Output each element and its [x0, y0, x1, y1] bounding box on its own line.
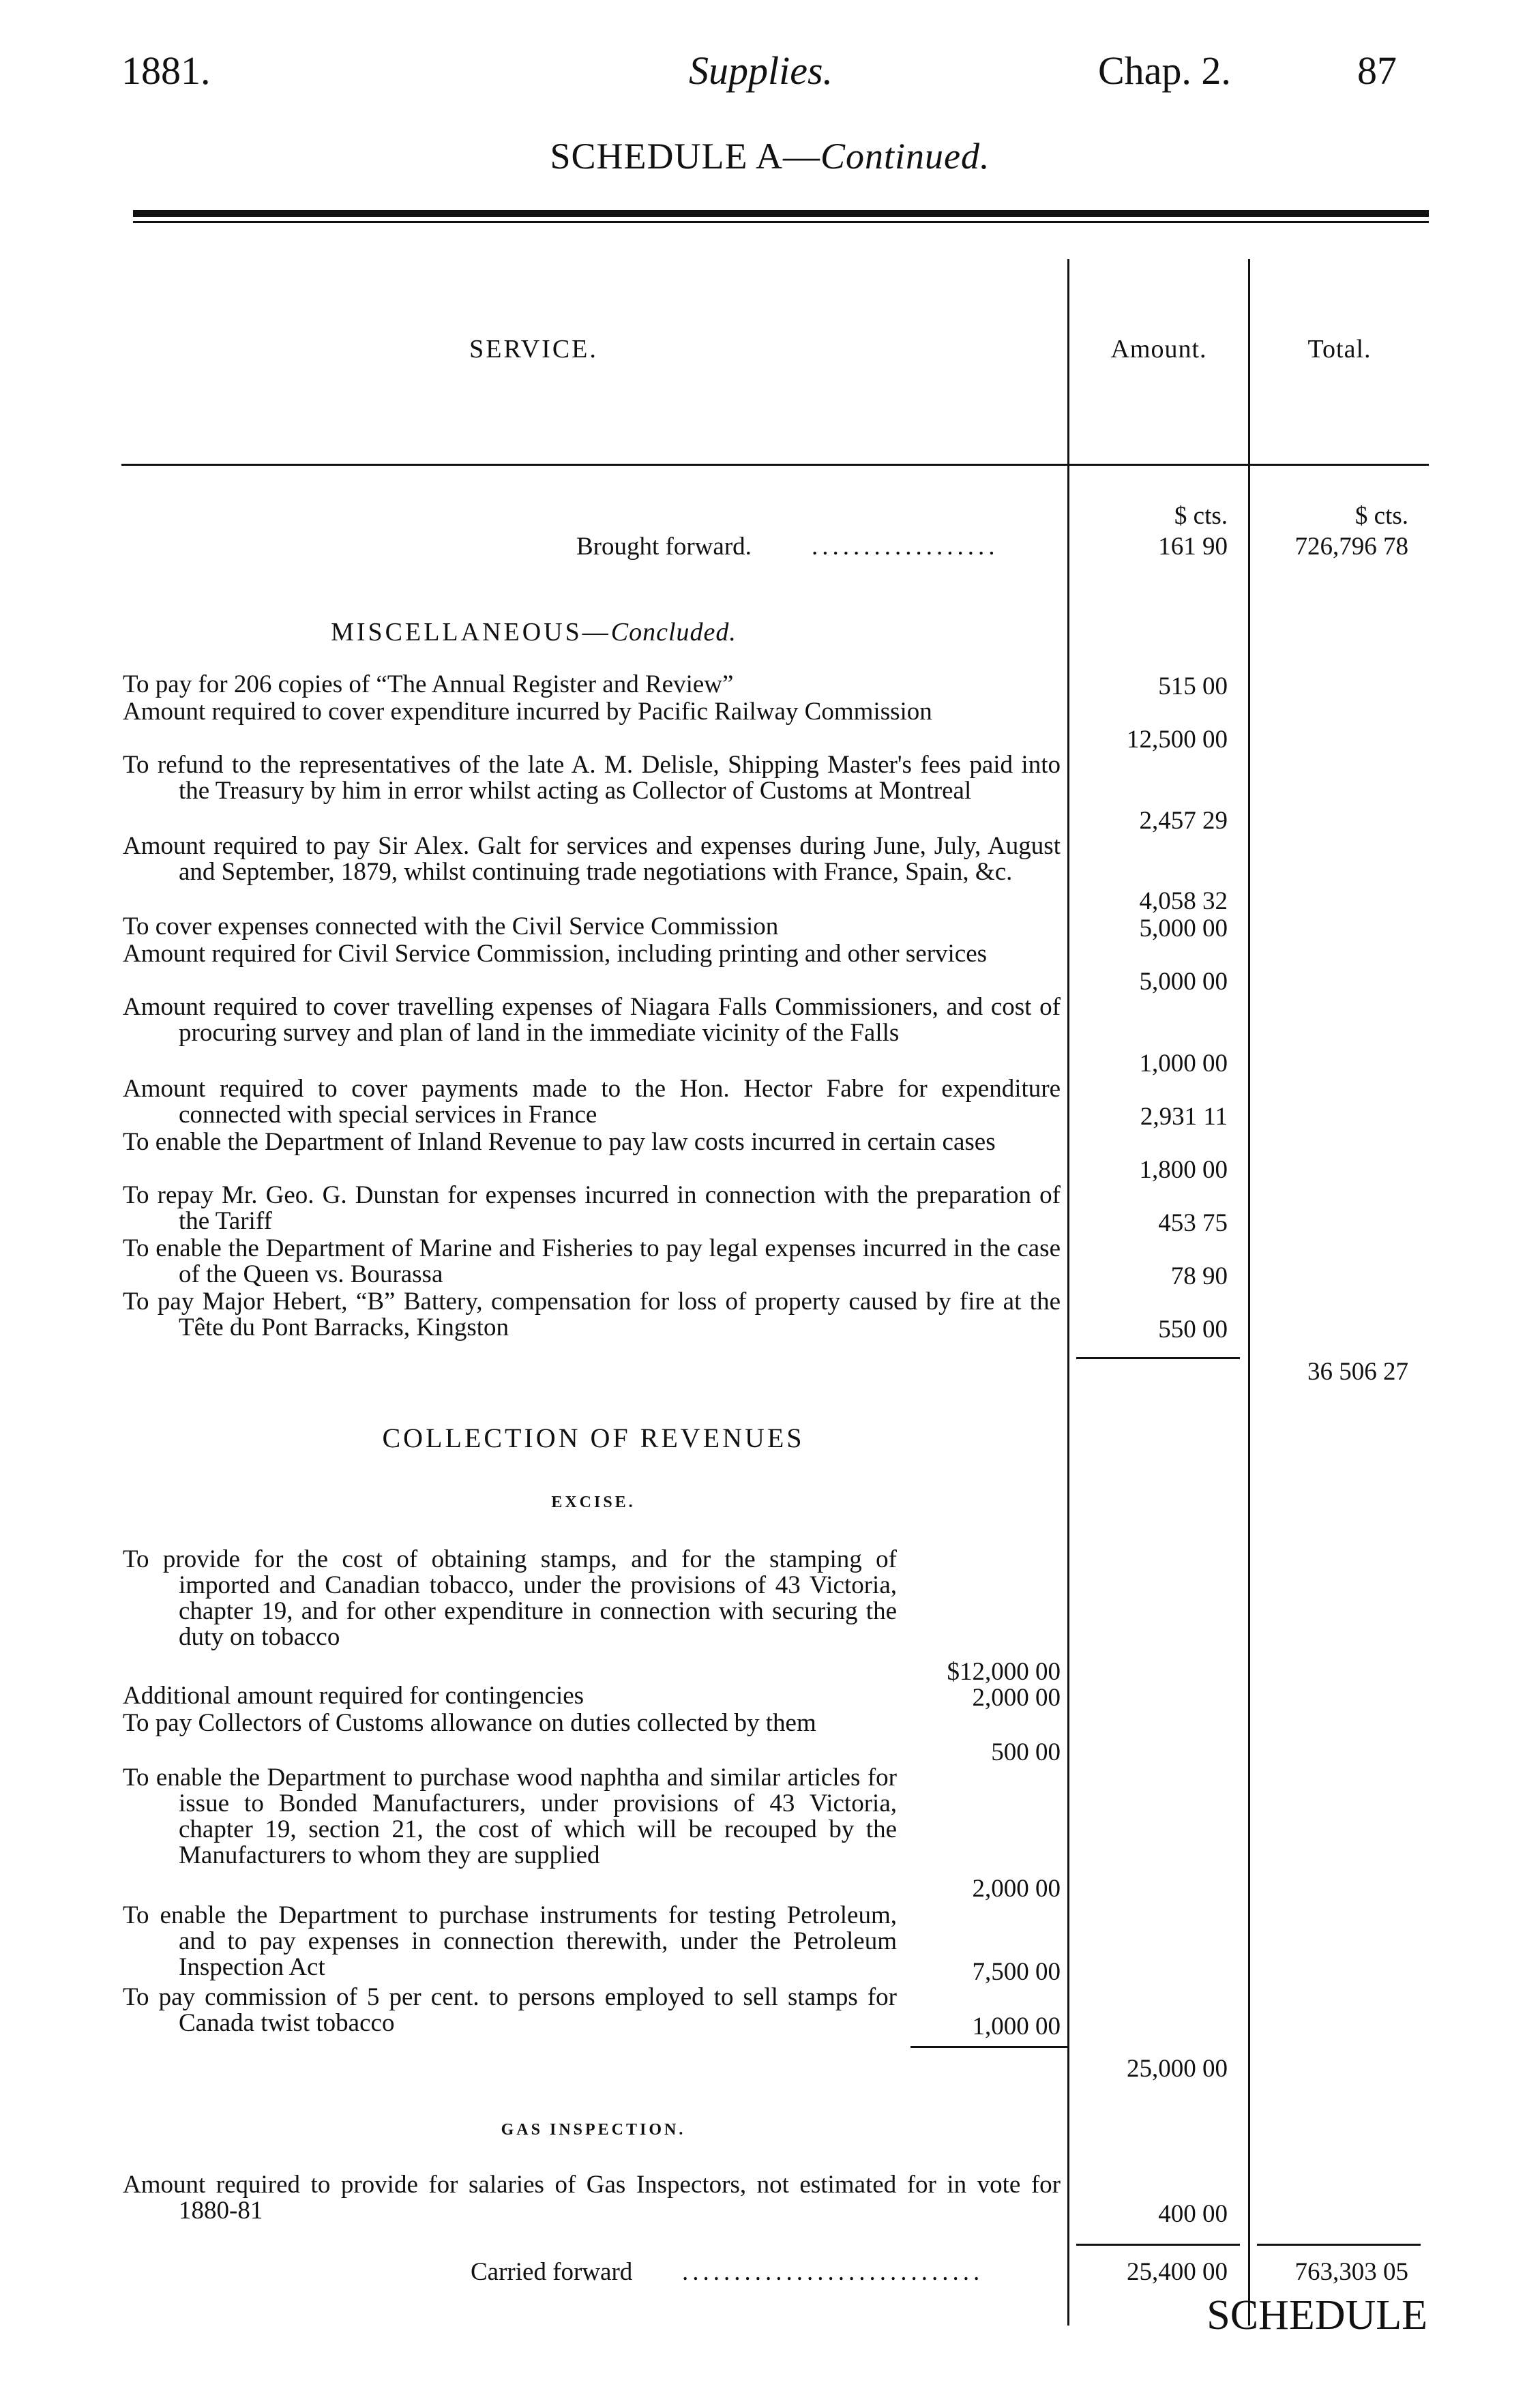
item-amount: 550 00: [1158, 1316, 1228, 1343]
subsection-heading-excise: EXCISE.: [551, 1494, 636, 1511]
list-item: To enable the Department to purchase instruments for testing Petroleum, and to pay expenses in connection therewith, under the Petroleum Inspection Act: [123, 1901, 897, 1981]
subsection-heading-gas: GAS INSPECTION.: [501, 2121, 686, 2139]
item-amount: 1,800 00: [1139, 1156, 1228, 1184]
item-subamount: 500 00: [991, 1738, 1061, 1766]
carried-forward-total: 763,303 05: [1294, 2258, 1408, 2286]
item-amount: 4,058 32: [1139, 887, 1228, 915]
list-item: To repay Mr. Geo. G. Dunstan for expenses incurred in connection with the preparation of the Tariff: [123, 1181, 1061, 1235]
dot-leader: ..................: [812, 533, 999, 561]
running-title: Supplies.: [689, 48, 833, 93]
page-number: 87: [1357, 48, 1397, 93]
column-divider-total: [1248, 259, 1250, 2326]
brought-forward-total: 726,796 78: [1294, 533, 1408, 561]
catchword: SCHEDULE: [1206, 2292, 1427, 2338]
list-item: To enable the Department to purchase wood naphtha and similar articles for issue to Bonded Manufacturers, under provisions of 43 Victoria, chapter 19, section 21, the cost of which will be recouped by the Manufacturers to whom they are supplied: [123, 1764, 897, 1869]
item-amount: 2,931 11: [1140, 1103, 1228, 1131]
misc-total: 36 506 27: [1307, 1358, 1408, 1386]
column-header-total: Total.: [1307, 335, 1372, 363]
carried-rule: [1076, 2244, 1240, 2246]
section-heading-miscellaneous: MISCELLANEOUS—Concluded.: [331, 618, 737, 647]
column-header-rule: [121, 464, 1429, 466]
item-amount: 515 00: [1158, 672, 1228, 700]
list-item: To refund to the representatives of the late A. M. Delisle, Shipping Master's fees paid into the Treasury by him in error whilst acting as Collector of Customs at Montreal: [123, 751, 1061, 805]
list-item: Amount required to provide for salaries of Gas Inspectors, not estimated for in vote for 1880-81: [123, 2171, 1061, 2225]
list-item: Amount required to pay Sir Alex. Galt for services and expenses during June, July, August and September, 1879, whilst continuing trade negotiations with France, Spain, &c.: [123, 832, 1061, 886]
item-amount: 5,000 00: [1139, 915, 1228, 942]
total-units: $ cts.: [1354, 502, 1408, 530]
column-divider-amount: [1067, 259, 1069, 2326]
schedule-title: SCHEDULE A—Continued.: [550, 136, 990, 177]
list-item: To pay Collectors of Customs allowance on duties collected by them: [123, 1709, 816, 1737]
list-item: Amount required to cover travelling expenses of Niagara Falls Commissioners, and cost of procuring survey and plan of land in the immediate vicinity of the Falls: [123, 993, 1061, 1047]
header-rule: [133, 210, 1429, 217]
item-subamount: 2,000 00: [972, 1684, 1061, 1712]
item-amount: 1,000 00: [1139, 1050, 1228, 1078]
list-item: Amount required for Civil Service Commission, including printing and other services: [123, 940, 988, 968]
item-amount: 12,500 00: [1127, 726, 1228, 754]
list-item: Additional amount required for contingencies: [123, 1682, 584, 1710]
header-rule-thin: [133, 221, 1429, 223]
item-subamount: 1,000 00: [972, 2013, 1061, 2040]
item-subamount: 2,000 00: [972, 1875, 1061, 1903]
item-amount: 400 00: [1158, 2200, 1228, 2228]
carried-forward-amount: 25,400 00: [1127, 2258, 1228, 2286]
brought-forward-label: Brought forward.: [576, 533, 752, 561]
list-item: To pay for 206 copies of “The Annual Register and Review”: [123, 670, 734, 698]
item-amount: 5,000 00: [1139, 968, 1228, 996]
subtotal-rule: [1076, 1357, 1240, 1359]
item-subamount: 7,500 00: [972, 1958, 1061, 1986]
column-header-amount: Amount.: [1110, 335, 1207, 363]
chapter: Chap. 2.: [1098, 48, 1231, 93]
item-amount: 453 75: [1158, 1209, 1228, 1237]
list-item: To pay commission of 5 per cent. to persons employed to sell stamps for Canada twist tobacco: [123, 1983, 897, 2037]
year: 1881.: [121, 48, 211, 93]
list-item: To pay Major Hebert, “B” Battery, compensation for loss of property caused by fire at the Tête du Pont Barracks, Kingston: [123, 1288, 1061, 1341]
item-subamount: $12,000 00: [947, 1658, 1061, 1686]
list-item: Amount required to cover payments made to the Hon. Hector Fabre for expenditure connected with special services in France: [123, 1075, 1061, 1129]
carried-forward-label: Carried forward: [471, 2258, 633, 2286]
excise-total: 25,000 00: [1127, 2055, 1228, 2083]
list-item: Amount required to cover expenditure incurred by Pacific Railway Commission: [123, 698, 932, 726]
list-item: To provide for the cost of obtaining stamps, and for the stamping of imported and Canadian tobacco, under the provisions of 43 Victoria, chapter 19, and for other expenditure in connection with securing the duty on tobacco: [123, 1545, 897, 1651]
section-heading-collection: COLLECTION OF REVENUES: [382, 1423, 805, 1453]
column-header-service: SERVICE.: [469, 335, 598, 363]
item-amount: 78 90: [1170, 1262, 1228, 1290]
item-amount: 2,457 29: [1139, 807, 1228, 835]
amount-units: $ cts.: [1174, 502, 1228, 530]
carried-rule-total: [1257, 2244, 1421, 2246]
list-item: To enable the Department of Inland Revenue to pay law costs incurred in certain cases: [123, 1128, 996, 1156]
list-item: To enable the Department of Marine and Fisheries to pay legal expenses incurred in the case of the Queen vs. Bourassa: [123, 1234, 1061, 1288]
brought-forward-amount: 161 90: [1158, 533, 1228, 561]
dot-leader: .............................: [682, 2258, 984, 2286]
list-item: To cover expenses connected with the Civil Service Commission: [123, 912, 779, 940]
excise-subtotal-rule: [910, 2046, 1067, 2048]
